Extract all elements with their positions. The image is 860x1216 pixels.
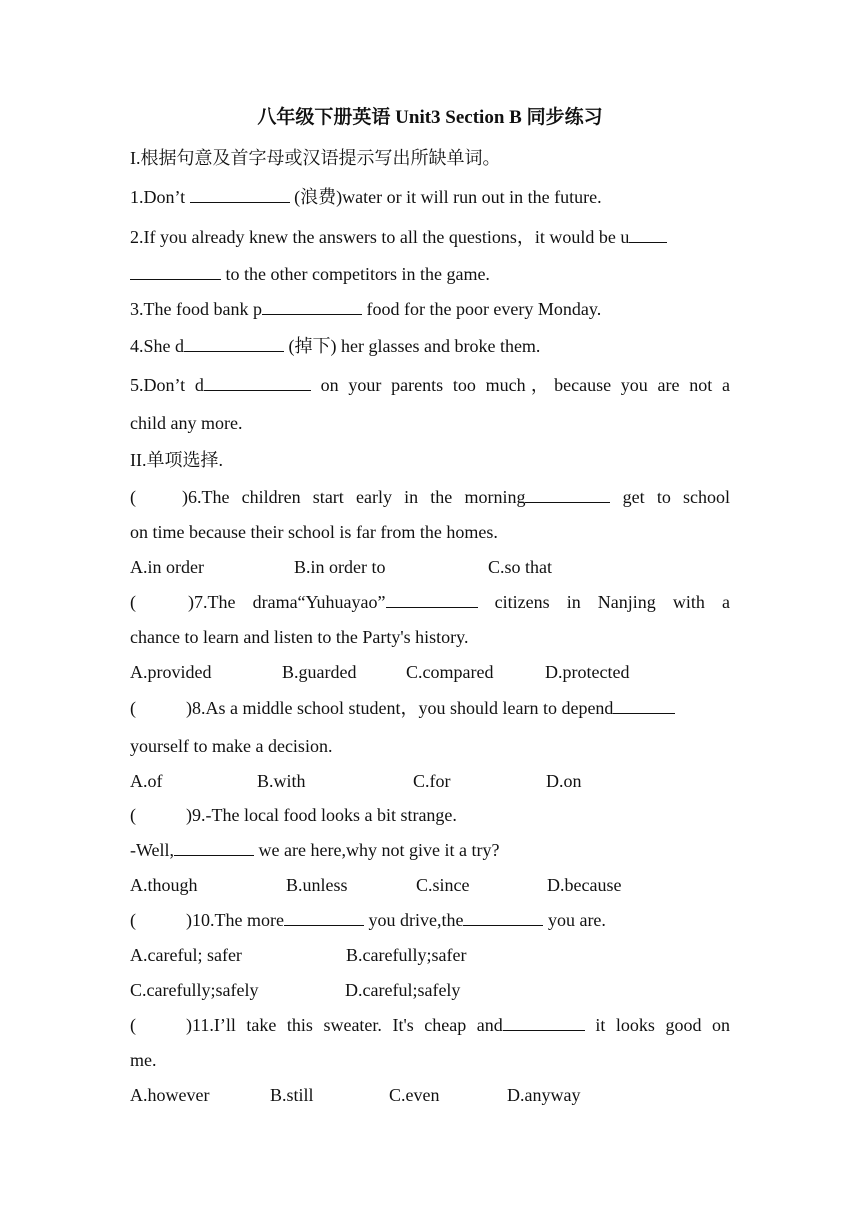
- option-c[interactable]: C.so that: [488, 557, 553, 577]
- option-d[interactable]: D.protected: [545, 662, 630, 682]
- section-2-heading: II.单项选择.: [130, 450, 223, 470]
- answer-blank[interactable]: [204, 375, 311, 391]
- option-c[interactable]: C.for: [413, 771, 451, 791]
- question-9-options: [0, 874, 860, 896]
- question-2-continued: to the other competitors in the game.: [130, 263, 490, 285]
- option-c[interactable]: C.since: [416, 875, 470, 895]
- question-5-continued: child any more.: [130, 413, 243, 433]
- question-9-continued: -Well, we are here,why not give it a try?: [130, 840, 500, 860]
- question-1: 1.Don’t (浪费)water or it will run out in the future.: [130, 187, 602, 207]
- question-11-options: [0, 1084, 860, 1106]
- option-d[interactable]: D.on: [546, 771, 582, 791]
- option-b[interactable]: B.carefully;safer: [346, 945, 467, 965]
- option-c[interactable]: C.compared: [406, 662, 494, 682]
- option-b[interactable]: B.still: [270, 1085, 314, 1105]
- answer-blank[interactable]: [284, 910, 364, 926]
- page-title: 八年级下册英语 Unit3 Section B 同步练习: [257, 107, 603, 128]
- answer-blank[interactable]: [174, 840, 254, 856]
- question-2: 2.If you already knew the answers to all the questions，it would be u: [130, 226, 667, 248]
- question-7: ( )7.The drama“Yuhuayao” citizens in Nanjing with a: [130, 592, 730, 612]
- answer-blank[interactable]: [525, 487, 610, 503]
- question-11: ( )11.I’ll take this sweater. It's cheap and it looks good on: [130, 1015, 730, 1035]
- answer-blank[interactable]: [184, 336, 284, 352]
- question-8: ( )8.As a middle school student，you should learn to depend: [130, 697, 675, 719]
- question-4: 4.She d (掉下) her glasses and broke them.: [130, 336, 541, 356]
- option-a[interactable]: A.provided: [130, 662, 212, 682]
- option-d[interactable]: D.because: [547, 875, 622, 895]
- question-10: ( )10.The more you drive,the you are.: [130, 910, 606, 930]
- question-5: 5.Don’t d on your parents too much，because you are not a: [130, 375, 731, 395]
- question-7-options: [0, 661, 860, 683]
- answer-blank[interactable]: [190, 187, 290, 203]
- option-d[interactable]: D.careful;safely: [345, 980, 461, 1000]
- question-9: ( )9.-The local food looks a bit strange.: [130, 805, 457, 825]
- option-b[interactable]: B.unless: [286, 875, 348, 895]
- question-3: 3.The food bank p food for the poor every Monday.: [130, 299, 602, 319]
- question-10-options-row-1: [0, 944, 860, 966]
- option-d[interactable]: D.anyway: [507, 1085, 581, 1105]
- option-b[interactable]: B.in order to: [294, 557, 386, 577]
- answer-blank[interactable]: [463, 910, 543, 926]
- answer-blank[interactable]: [386, 592, 478, 608]
- option-b[interactable]: B.guarded: [282, 662, 357, 682]
- option-a[interactable]: A.of: [130, 771, 163, 791]
- answer-blank[interactable]: [503, 1015, 585, 1031]
- option-c[interactable]: C.carefully;safely: [130, 980, 259, 1000]
- option-a[interactable]: A.though: [130, 875, 198, 895]
- answer-blank[interactable]: [613, 698, 675, 714]
- option-c[interactable]: C.even: [389, 1085, 440, 1105]
- question-8-options: [0, 770, 860, 792]
- question-7-continued: chance to learn and listen to the Party's history.: [130, 627, 469, 647]
- answer-blank[interactable]: [130, 264, 221, 280]
- question-6-continued: on time because their school is far from the homes.: [130, 522, 498, 542]
- question-10-options-row-2: [0, 979, 860, 1001]
- option-a[interactable]: A.careful; safer: [130, 945, 242, 965]
- question-6: ( )6.The children start early in the morning get to school: [130, 487, 730, 507]
- option-b[interactable]: B.with: [257, 771, 306, 791]
- section-1-heading: I.根据句意及首字母或汉语提示写出所缺单词。: [130, 148, 501, 168]
- answer-blank[interactable]: [629, 227, 667, 243]
- option-a[interactable]: A.in order: [130, 557, 204, 577]
- question-6-options: [0, 556, 860, 578]
- question-8-continued: yourself to make a decision.: [130, 736, 333, 756]
- answer-blank[interactable]: [262, 299, 362, 315]
- option-a[interactable]: A.however: [130, 1085, 210, 1105]
- question-11-continued: me.: [130, 1050, 157, 1070]
